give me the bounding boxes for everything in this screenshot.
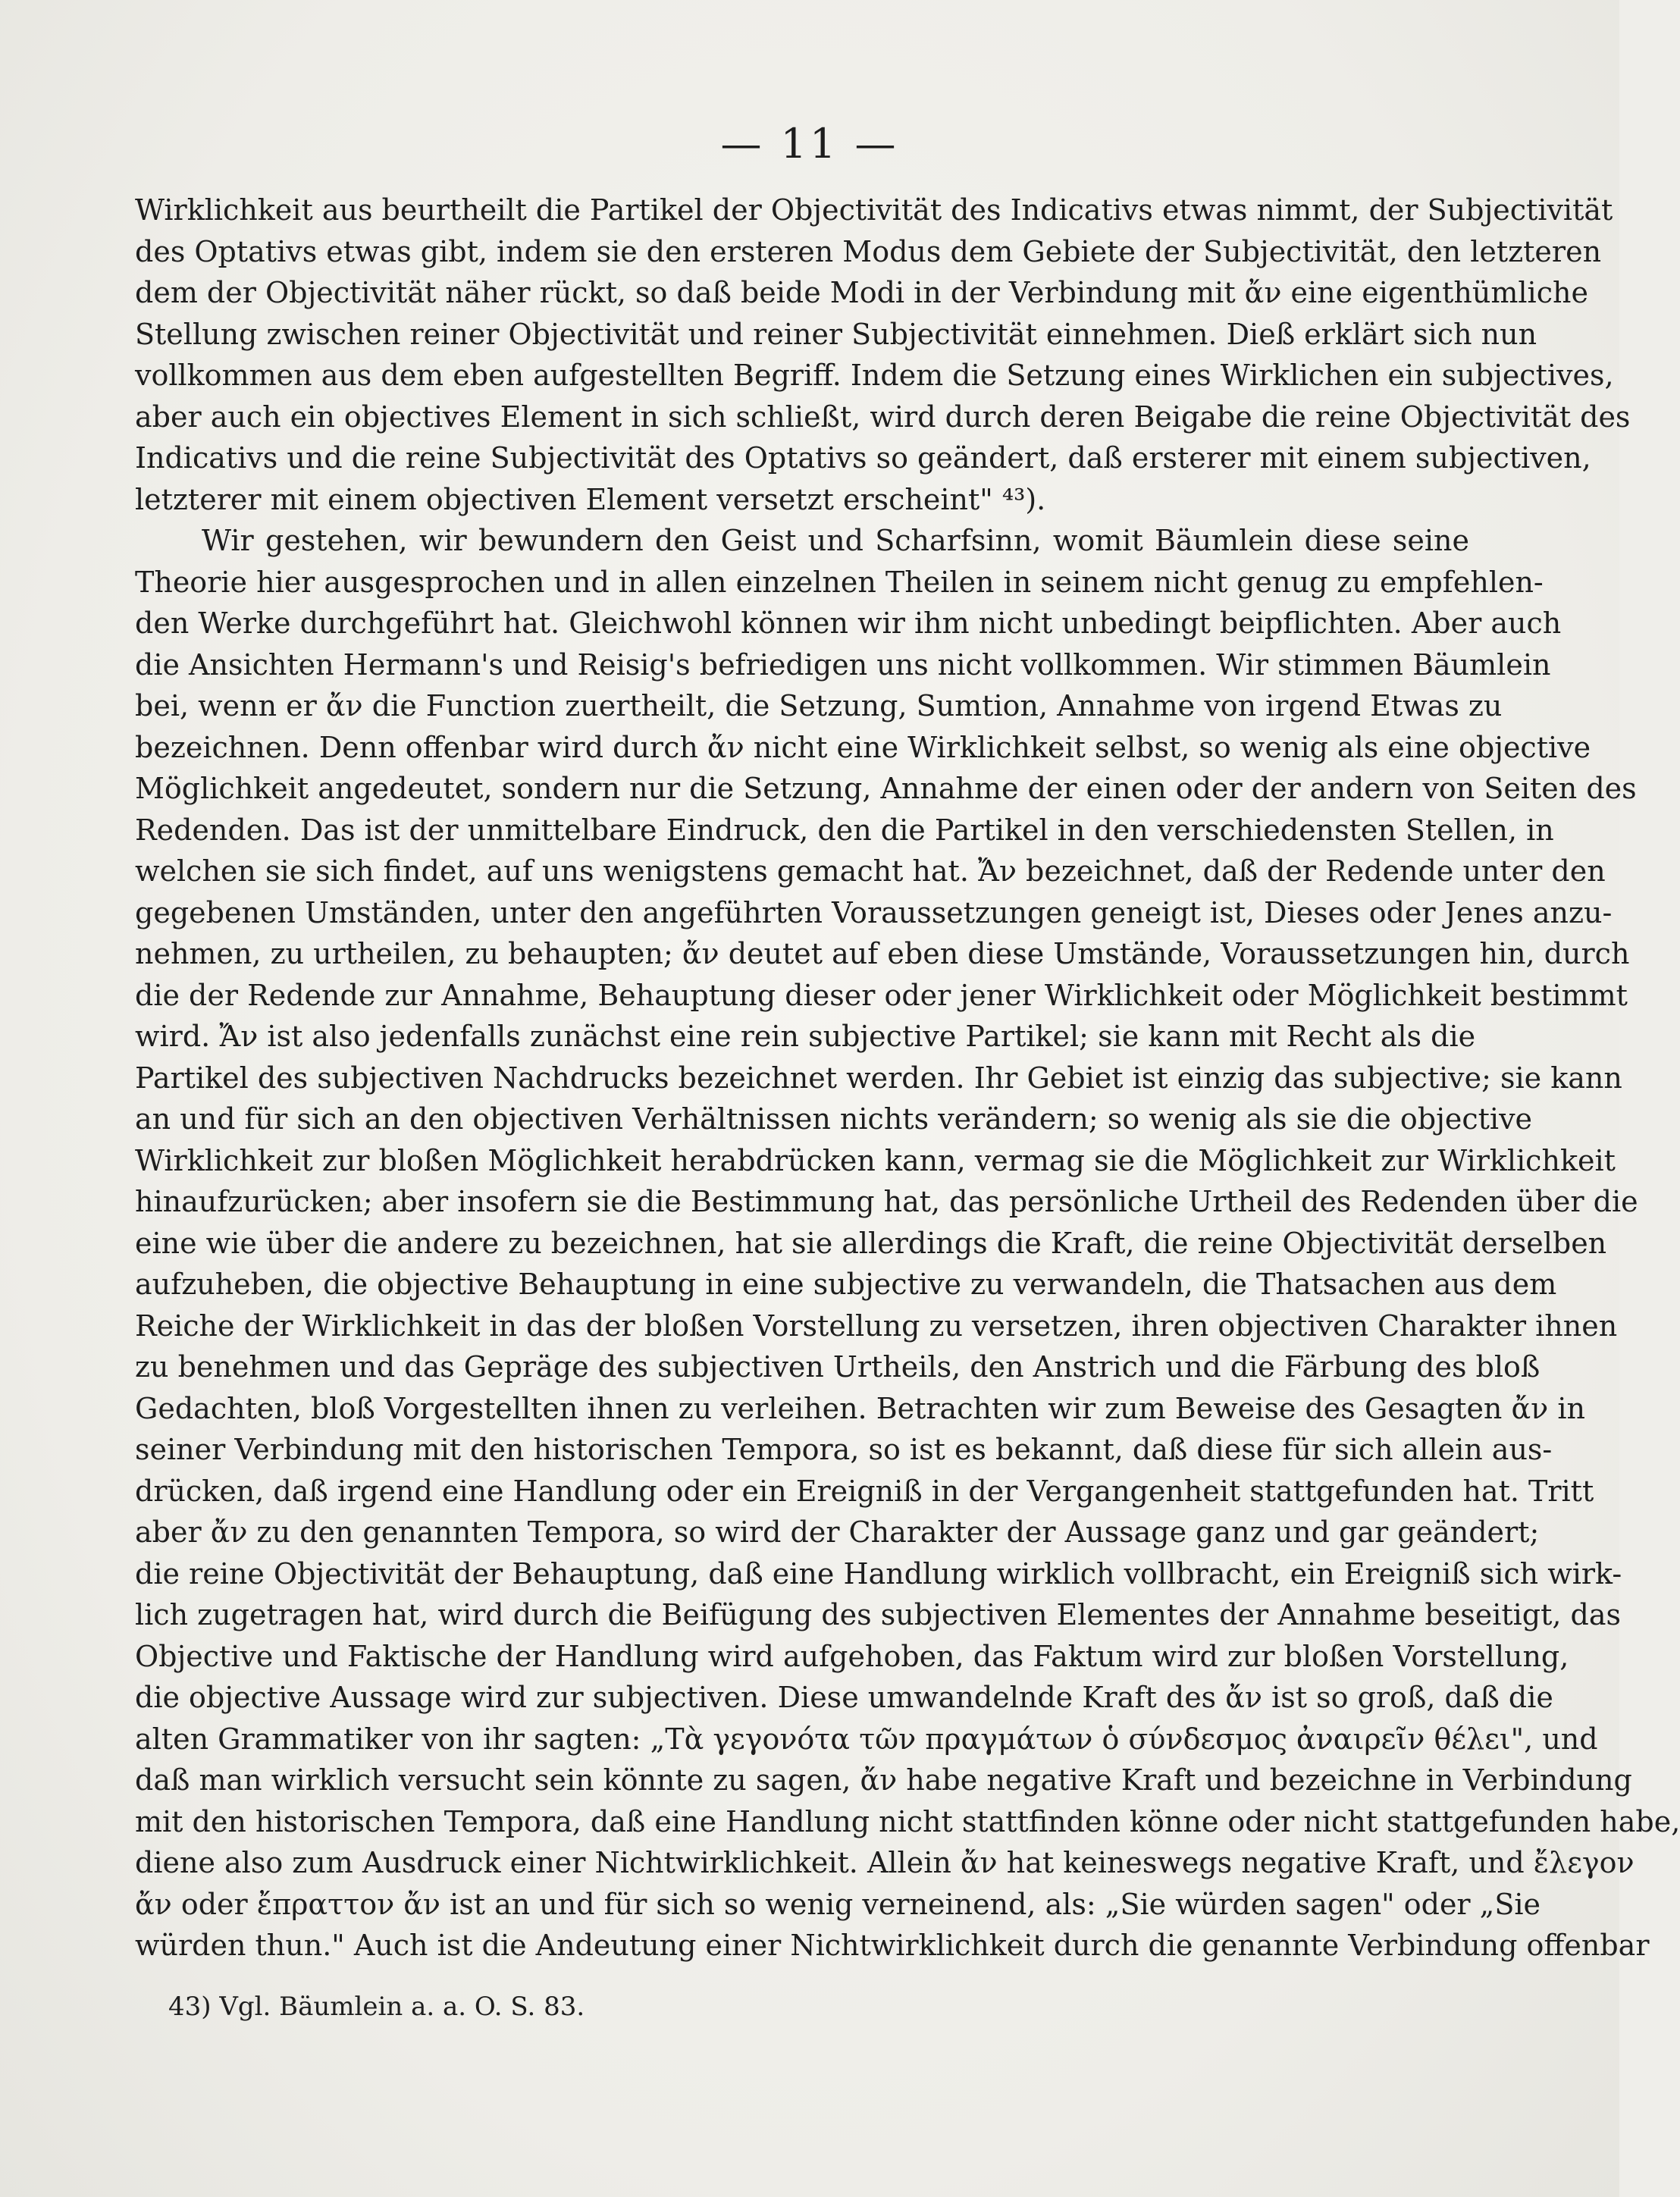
text-line: Wirklichkeit zur bloßen Möglichkeit herabdrücken kann, vermag sie die Möglichkeit zur Wirklichkeit xyxy=(135,1143,1616,1177)
text-line: die der Redende zur Annahme, Behauptung dieser oder jener Wirklichkeit oder Möglichkeit bestimmt xyxy=(135,978,1628,1012)
text-line: hinaufzurücken; aber insofern sie die Bestimmung hat, das persönliche Urtheil des Redenden über die xyxy=(135,1185,1638,1218)
text-line: an und für sich an den objectiven Verhältnissen nichts verändern; so wenig als sie die objective xyxy=(135,1102,1533,1136)
text-line: Objective und Faktische der Handlung wird aufgehoben, das Faktum wird zur bloßen Vorstellung, xyxy=(135,1639,1569,1673)
text-line: letzterer mit einem objectiven Element versetzt erscheint" ⁴³). xyxy=(135,482,1046,516)
text-line: nehmen, zu urtheilen, zu behaupten; ἄν deutet auf eben diese Umstände, Voraussetzungen hin, durch xyxy=(135,937,1630,970)
footnote: 43) Vgl. Bäumlein a. a. O. S. 83. xyxy=(168,1992,585,2022)
text-line: seiner Verbindung mit den historischen Tempora, so ist es bekannt, daß diese für sich allein aus- xyxy=(135,1433,1553,1466)
text-line: bezeichnen. Denn offenbar wird durch ἄν nicht eine Wirklichkeit selbst, so wenig als eine objective xyxy=(135,730,1591,764)
text-line: Reiche der Wirklichkeit in das der bloßen Vorstellung zu versetzen, ihren objectiven Charakter ihnen xyxy=(135,1308,1618,1343)
text-line: diene also zum Ausdruck einer Nichtwirklichkeit. Allein ἄν hat keineswegs negative Kraft, und ἔλεγον xyxy=(135,1846,1635,1879)
text-line: Partikel des subjectiven Nachdrucks bezeichnet werden. Ihr Gebiet ist einzig das subjective; sie kann xyxy=(135,1061,1622,1095)
text-line: des Optativs etwas gibt, indem sie den ersteren Modus dem Gebiete der Subjectivität, den letzteren xyxy=(135,234,1602,268)
text-line: welchen sie sich findet, auf uns wenigstens gemacht hat. Ἄν bezeichnet, daß der Redende unter den xyxy=(135,854,1606,888)
text-line: Theorie hier ausgesprochen und in allen einzelnen Theilen in seinem nicht genug zu empfehlen- xyxy=(135,565,1544,599)
text-line: aber auch ein objectives Element in sich schließt, wird durch deren Beigabe die reine Objectivität des xyxy=(135,400,1631,434)
text-line: die reine Objectivität der Behauptung, daß eine Handlung wirklich vollbracht, ein Ereigniß sich wirk- xyxy=(135,1556,1622,1591)
body-text xyxy=(135,190,1680,1967)
text-line: drücken, daß irgend eine Handlung oder ein Ereigniß in der Vergangenheit stattgefunden hat. Tritt xyxy=(135,1474,1594,1508)
text-line: die Ansichten Hermann's und Reisig's befriedigen uns nicht vollkommen. Wir stimmen Bäumlein xyxy=(135,647,1551,682)
text-line: mit den historischen Tempora, daß eine Handlung nicht stattfinden könne oder nicht stattgefunden habe, xyxy=(135,1804,1680,1838)
text-line: lich zugetragen hat, wird durch die Beifügung des subjectiven Elementes der Annahme beseitigt, das xyxy=(135,1598,1622,1631)
text-line: wird. Ἄν ist also jedenfalls zunächst eine rein subjective Partikel; sie kann mit Recht als die xyxy=(135,1020,1476,1053)
text-line: Gedachten, bloß Vorgestellten ihnen zu verleihen. Betrachten wir zum Beweise des Gesagten ἄν in xyxy=(135,1391,1585,1425)
text-line: dem der Objectivität näher rückt, so daß beide Modi in der Verbindung mit ἄν eine eigenthümliche xyxy=(135,276,1588,309)
text-line: eine wie über die andere zu bezeichnen, hat sie allerdings die Kraft, die reine Objectivität derselben xyxy=(135,1226,1607,1260)
text-line: würden thun." Auch ist die Andeutung einer Nichtwirklichkeit durch die genannte Verbindung offenbar xyxy=(135,1929,1650,1962)
text-line: Wirklichkeit aus beurtheilt die Partikel der Objectivität des Indicativs etwas nimmt, der Subjectivität xyxy=(135,193,1613,227)
text-line: daß man wirklich versucht sein könnte zu sagen, ἄν habe negative Kraft und bezeichne in Verbindung xyxy=(135,1763,1632,1797)
text-line: ἄν oder ἔπραττον ἄν ist an und für sich so wenig verneinend, als: „Sie würden sagen" oder „Sie xyxy=(135,1887,1541,1921)
text-line: bei, wenn er ἄν die Function zuertheilt, die Setzung, Sumtion, Annahme von irgend Etwas zu xyxy=(135,689,1503,722)
text-line: Indicativs und die reine Subjectivität des Optativs so geändert, daß ersterer mit einem subjectiven, xyxy=(135,441,1591,475)
text-line: Redenden. Das ist der unmittelbare Eindruck, den die Partikel in den verschiedensten Stellen, in xyxy=(135,813,1554,847)
text-line: Möglichkeit angedeutet, sondern nur die Setzung, Annahme der einen oder der andern von Seiten des xyxy=(135,772,1637,805)
page-number: — 11 — xyxy=(720,120,899,168)
text-line: aufzuheben, die objective Behauptung in eine subjective zu verwandeln, die Thatsachen aus dem xyxy=(135,1268,1557,1301)
text-line: vollkommen aus dem eben aufgestellten Begriff. Indem die Setzung eines Wirklichen ein subjectives, xyxy=(135,359,1614,392)
text-line: Stellung zwischen reiner Objectivität und reiner Subjectivität einnehmen. Dieß erklärt sich nun xyxy=(135,317,1537,351)
text-line: Wir gestehen, wir bewundern den Geist und Scharfsinn, womit Bäumlein diese seine xyxy=(202,524,1469,557)
text-line: die objective Aussage wird zur subjectiven. Diese umwandelnde Kraft des ἄν ist so groß, daß die xyxy=(135,1681,1553,1714)
text-line: alten Grammatiker von ihr sagten: „Τὰ γεγονότα τῶν πραγμάτων ὁ σύνδεσμος ἀναιρεῖν θέλει", und xyxy=(135,1722,1598,1756)
text-line: aber ἄν zu den genannten Tempora, so wird der Charakter der Aussage ganz und gar geändert; xyxy=(135,1515,1540,1549)
text-line: den Werke durchgeführt hat. Gleichwohl können wir ihm nicht unbedingt beipflichten. Aber auch xyxy=(135,606,1562,640)
text-line: zu benehmen und das Gepräge des subjectiven Urtheils, den Anstrich und die Färbung des bloß xyxy=(135,1350,1541,1384)
text-line: gegebenen Umständen, unter den angeführten Voraussetzungen geneigt ist, Dieses oder Jenes anzu- xyxy=(135,895,1613,929)
